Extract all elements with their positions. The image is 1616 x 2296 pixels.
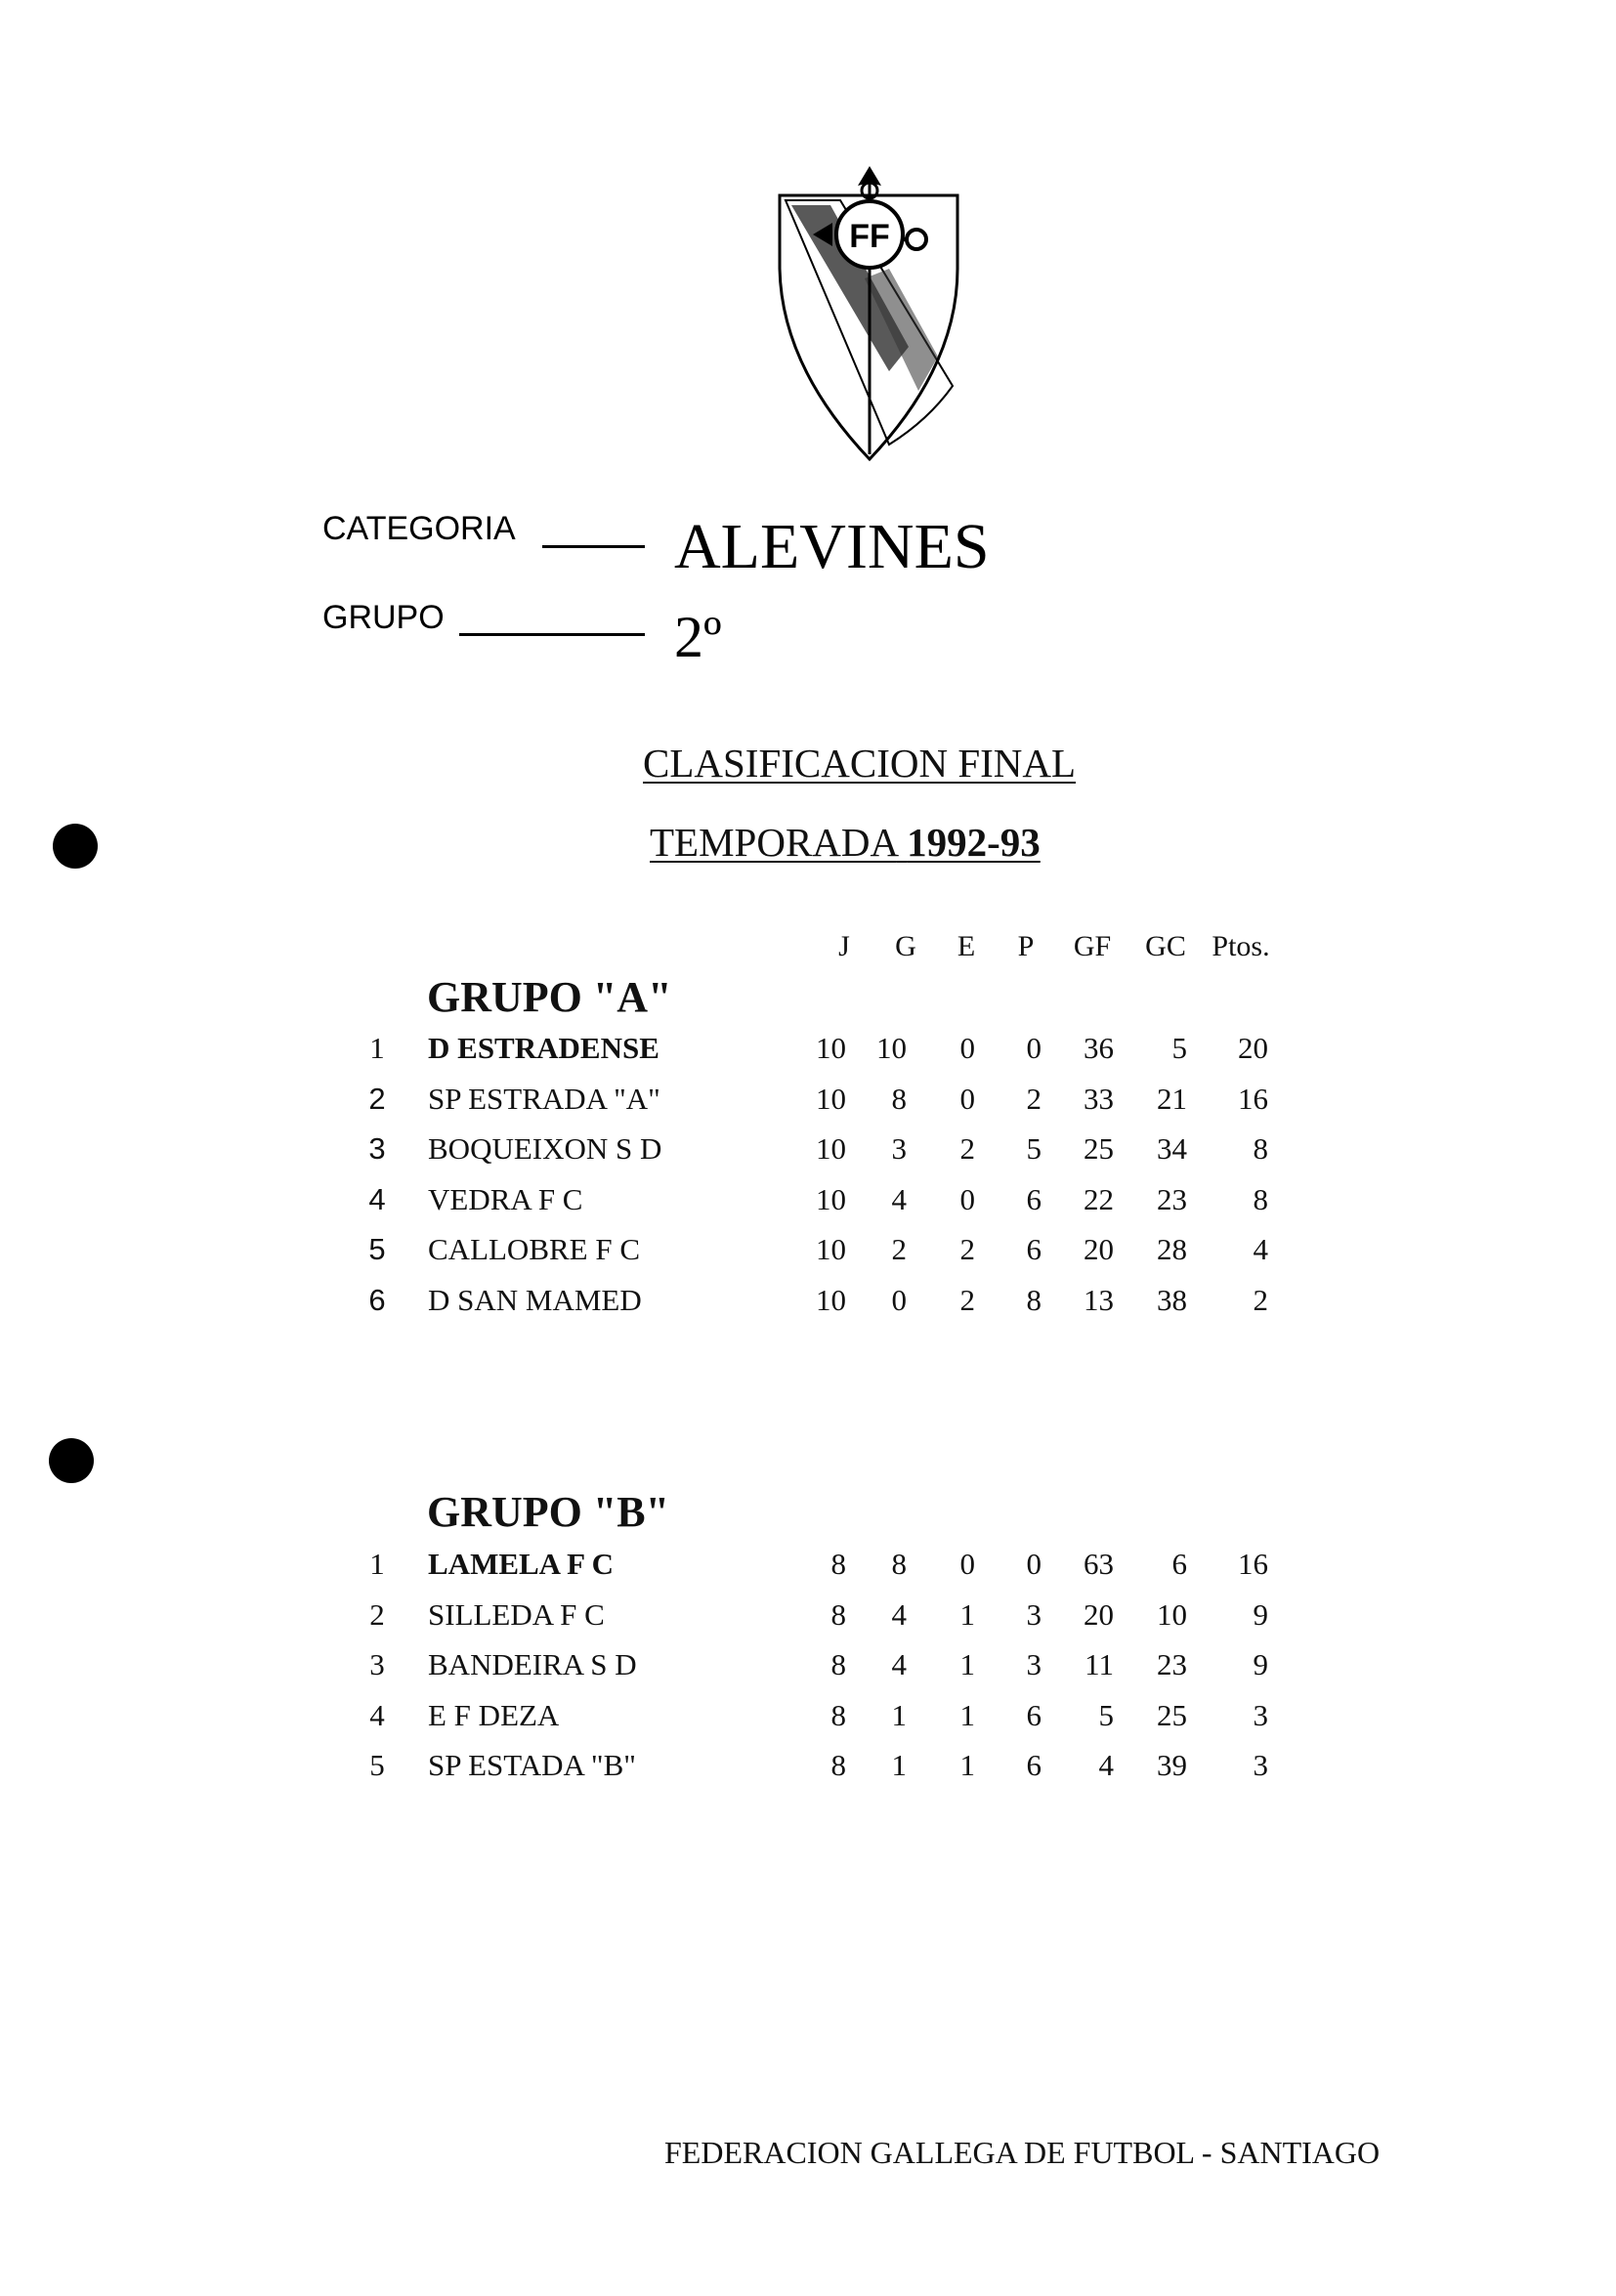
team-name: LAMELA F C xyxy=(428,1547,615,1581)
table-row xyxy=(0,1597,1616,1642)
stat-e: 1 xyxy=(959,1748,975,1782)
stat-gc: 23 xyxy=(1157,1181,1187,1216)
stat-e: 2 xyxy=(959,1232,975,1266)
classification-title: CLASIFICACION FINAL xyxy=(643,741,1077,786)
table-row xyxy=(0,1283,1616,1328)
category-value: ALEVINES xyxy=(674,511,990,582)
table-row xyxy=(0,1748,1616,1793)
team-name: SP ESTADA "B" xyxy=(428,1748,636,1782)
col-header-g: G xyxy=(895,930,916,962)
stat-e: 2 xyxy=(959,1282,975,1317)
stat-ptos: 20 xyxy=(1238,1031,1268,1065)
position-number: 5 xyxy=(368,1232,386,1266)
stat-j: 10 xyxy=(816,1181,846,1216)
stat-ptos: 16 xyxy=(1238,1081,1268,1116)
stat-g: 10 xyxy=(876,1031,907,1065)
stat-gc: 21 xyxy=(1157,1081,1187,1116)
table-row xyxy=(0,1647,1616,1692)
punch-hole xyxy=(53,824,98,869)
position-number: 5 xyxy=(369,1748,385,1782)
stat-gc: 34 xyxy=(1157,1131,1187,1166)
stat-ptos: 16 xyxy=(1238,1547,1268,1581)
position-number: 6 xyxy=(368,1282,386,1317)
col-header-e: E xyxy=(957,930,976,962)
stat-ptos: 4 xyxy=(1253,1232,1268,1266)
position-number: 4 xyxy=(368,1181,386,1216)
stat-e: 1 xyxy=(959,1697,975,1732)
stat-ptos: 8 xyxy=(1253,1181,1268,1216)
table-row xyxy=(0,1547,1616,1592)
col-header-j: J xyxy=(838,930,850,962)
stat-g: 4 xyxy=(891,1596,907,1632)
stat-ptos: 9 xyxy=(1253,1596,1268,1632)
stat-g: 8 xyxy=(891,1547,907,1581)
stat-p: 6 xyxy=(1026,1697,1042,1732)
federation-crest-icon xyxy=(772,161,967,464)
col-header-ptos: Ptos. xyxy=(1212,930,1270,962)
stat-gf: 13 xyxy=(1084,1282,1114,1317)
position-number: 2 xyxy=(368,1081,386,1116)
position-number: 3 xyxy=(369,1647,385,1681)
stat-ptos: 3 xyxy=(1253,1748,1268,1782)
stat-p: 6 xyxy=(1026,1748,1042,1782)
stat-gf: 5 xyxy=(1098,1697,1114,1732)
team-name: E F DEZA xyxy=(428,1697,560,1732)
group-a-title: GRUPO "A" xyxy=(427,973,672,1021)
stat-e: 2 xyxy=(959,1131,975,1166)
stat-gf: 20 xyxy=(1084,1232,1114,1266)
footer: FEDERACION GALLEGA DE FUTBOL - SANTIAGO xyxy=(664,2135,1381,2170)
col-header-gc: GC xyxy=(1145,930,1186,962)
stat-gc: 6 xyxy=(1171,1547,1187,1581)
col-header-gf: GF xyxy=(1073,930,1112,962)
stat-ptos: 3 xyxy=(1253,1697,1268,1732)
table-row xyxy=(0,1182,1616,1227)
season-label: TEMPORADA xyxy=(650,820,897,865)
stat-ptos: 2 xyxy=(1253,1282,1268,1317)
stat-p: 0 xyxy=(1026,1031,1042,1065)
stat-e: 0 xyxy=(959,1547,975,1581)
position-number: 2 xyxy=(369,1596,385,1632)
stat-j: 10 xyxy=(816,1081,846,1116)
stat-j: 10 xyxy=(816,1131,846,1166)
stat-p: 6 xyxy=(1026,1232,1042,1266)
stat-g: 4 xyxy=(891,1181,907,1216)
group-value: 2º xyxy=(674,605,722,669)
stat-p: 5 xyxy=(1026,1131,1042,1166)
stat-gc: 38 xyxy=(1157,1282,1187,1317)
position-number: 4 xyxy=(369,1697,385,1732)
stat-g: 1 xyxy=(891,1697,907,1732)
table-row xyxy=(0,1698,1616,1743)
stat-ptos: 8 xyxy=(1253,1131,1268,1166)
position-number: 1 xyxy=(369,1031,385,1065)
stat-j: 10 xyxy=(816,1282,846,1317)
team-name: SP ESTRADA "A" xyxy=(428,1081,660,1116)
stat-g: 0 xyxy=(891,1282,907,1317)
col-header-p: P xyxy=(1017,930,1035,962)
team-name: SILLEDA F C xyxy=(428,1596,605,1632)
stat-j: 8 xyxy=(830,1547,846,1581)
stat-p: 8 xyxy=(1026,1282,1042,1317)
stat-gc: 5 xyxy=(1171,1031,1187,1065)
stat-j: 8 xyxy=(830,1647,846,1681)
stat-gf: 36 xyxy=(1084,1031,1114,1065)
stat-p: 6 xyxy=(1026,1181,1042,1216)
stat-j: 10 xyxy=(816,1232,846,1266)
svg-text:FF: FF xyxy=(849,218,890,255)
table-row xyxy=(0,1031,1616,1076)
position-number: 3 xyxy=(368,1131,386,1166)
stat-e: 0 xyxy=(959,1181,975,1216)
group-underline xyxy=(459,633,645,636)
stat-gf: 11 xyxy=(1084,1647,1114,1681)
stat-gc: 28 xyxy=(1157,1232,1187,1266)
category-underline xyxy=(542,545,645,548)
team-name: VEDRA F C xyxy=(428,1181,583,1216)
stat-ptos: 9 xyxy=(1253,1647,1268,1681)
team-name: BANDEIRA S D xyxy=(428,1647,637,1681)
stat-gc: 39 xyxy=(1157,1748,1187,1782)
stat-j: 8 xyxy=(830,1596,846,1632)
stat-p: 3 xyxy=(1026,1596,1042,1632)
stat-p: 2 xyxy=(1026,1081,1042,1116)
stat-gf: 22 xyxy=(1084,1181,1114,1216)
stat-e: 1 xyxy=(959,1596,975,1632)
stat-g: 4 xyxy=(891,1647,907,1681)
season-value: 1992-93 xyxy=(907,820,1041,865)
team-name: D ESTRADENSE xyxy=(428,1031,659,1065)
stat-p: 3 xyxy=(1026,1647,1042,1681)
stat-g: 3 xyxy=(891,1131,907,1166)
stat-p: 0 xyxy=(1026,1547,1042,1581)
stat-j: 8 xyxy=(830,1748,846,1782)
stat-e: 1 xyxy=(959,1647,975,1681)
stat-gf: 63 xyxy=(1084,1547,1114,1581)
stat-gc: 25 xyxy=(1157,1697,1187,1732)
stat-gf: 33 xyxy=(1084,1081,1114,1116)
team-name: CALLOBRE F C xyxy=(428,1232,641,1266)
stat-j: 8 xyxy=(830,1697,846,1732)
team-name: BOQUEIXON S D xyxy=(428,1131,662,1166)
group-label: GRUPO xyxy=(322,599,445,636)
stat-gf: 20 xyxy=(1084,1596,1114,1632)
season-line xyxy=(650,819,1041,866)
stat-gf: 4 xyxy=(1098,1748,1114,1782)
punch-hole xyxy=(49,1438,94,1483)
stat-gc: 10 xyxy=(1157,1596,1187,1632)
stat-e: 0 xyxy=(959,1081,975,1116)
stat-g: 2 xyxy=(891,1232,907,1266)
table-row xyxy=(0,1232,1616,1277)
stat-gc: 23 xyxy=(1157,1647,1187,1681)
table-row xyxy=(0,1131,1616,1176)
stat-g: 1 xyxy=(891,1748,907,1782)
position-number: 1 xyxy=(369,1547,385,1581)
team-name: D SAN MAMED xyxy=(428,1282,642,1317)
stat-j: 10 xyxy=(816,1031,846,1065)
stat-e: 0 xyxy=(959,1031,975,1065)
table-row xyxy=(0,1082,1616,1127)
group-b-title: GRUPO "B" xyxy=(427,1488,670,1536)
category-label: CATEGORIA xyxy=(322,510,516,547)
stat-gf: 25 xyxy=(1084,1131,1114,1166)
stat-g: 8 xyxy=(891,1081,907,1116)
